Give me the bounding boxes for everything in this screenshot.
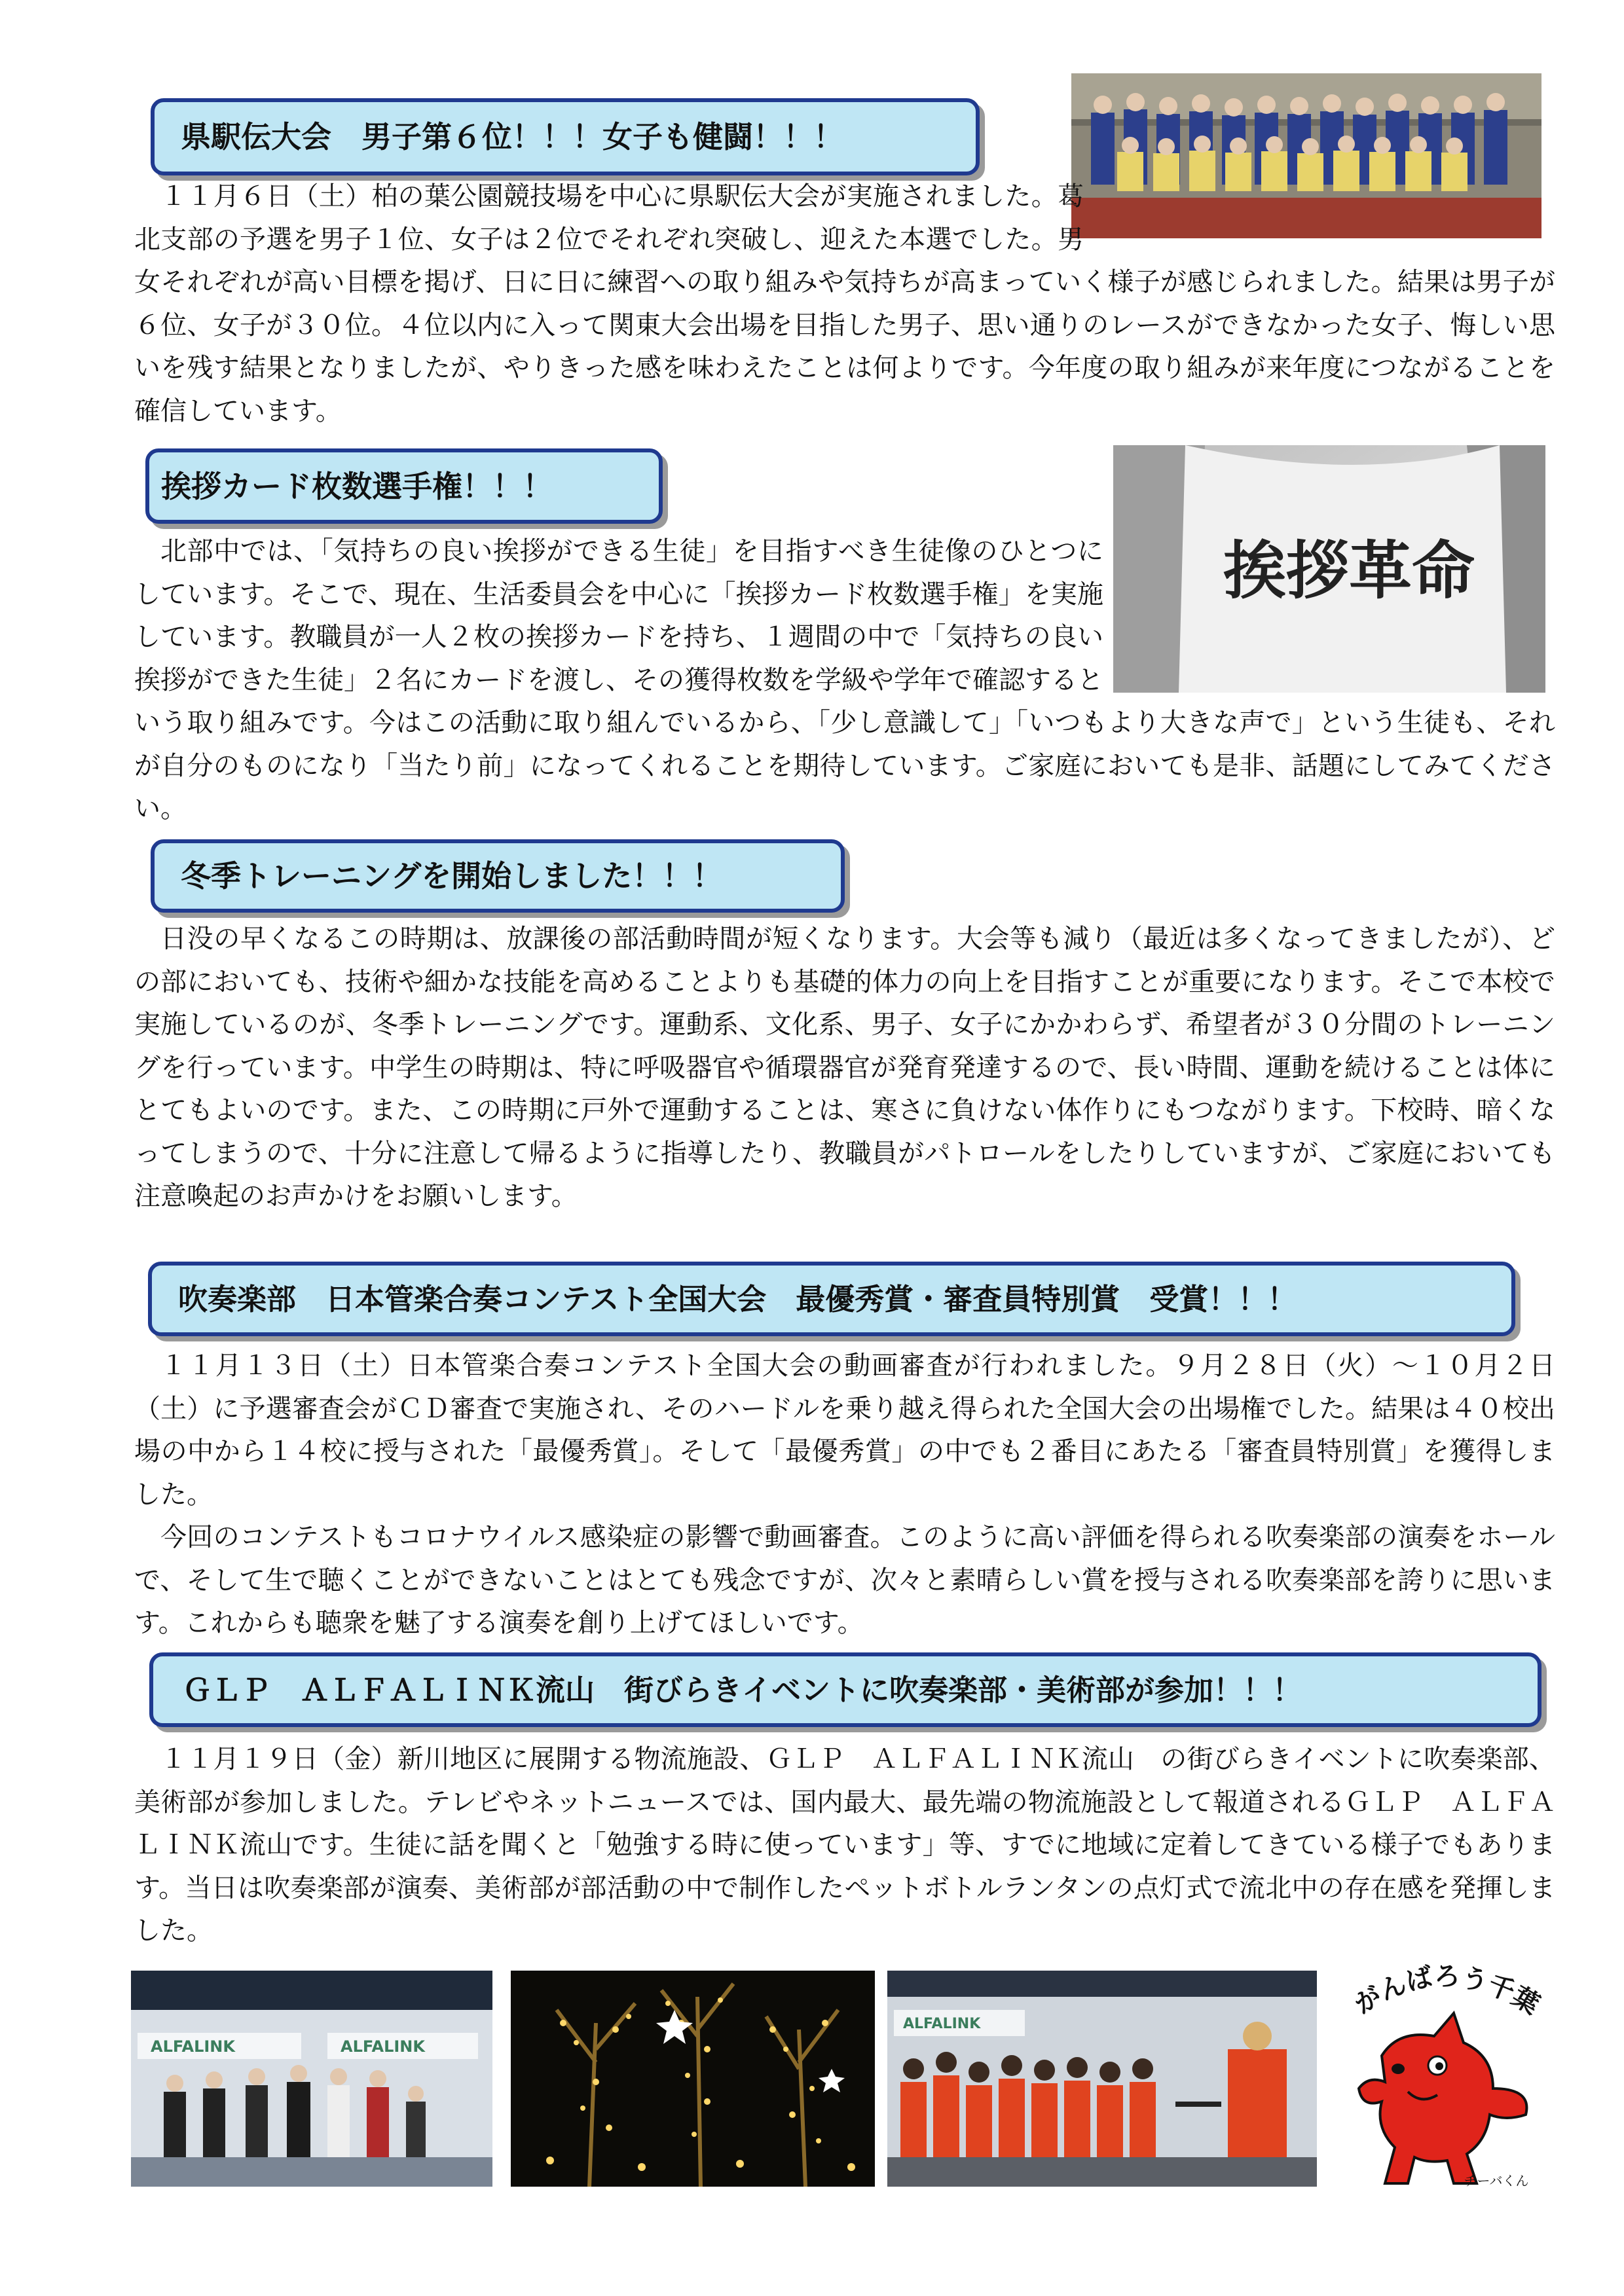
float-spacer	[1084, 175, 1555, 247]
float-spacer	[1103, 530, 1555, 702]
text-brass-band	[134, 1345, 1555, 1645]
paragraph-winter-training: 日没の早くなるこの時期は、放課後の部活動時間が短くなります。大会等も減り（最近は多くなってきましたが）、どの部においても、技術や細かな技能を高めることよりも基礎的体力の向上を目指すことが重要になります。そこで本校で実施しているのが、冬季トレーニングです。運動系、文化系、男子、女子にかかわらず、希望者が３０分間のトレーニングを行っています。中学生の時期は、特に呼吸器官や循環器官が発育発達するので、長い時間、運動を続けることは体にとてもよいのです。また、この時期に戸外で運動することは、寒さに負けない体作りにもつながります。下校時、暗くなってしまうので、十分に注意して帰るように指導したり、教職員がパトロールをしたりしていますが、ご家庭においても注意喚起のお声かけをお願いします。	[134, 924, 1555, 1211]
mascot-slogan: がんばろう千葉	[1349, 1961, 1545, 2021]
photo-lanterns	[511, 1971, 875, 2187]
text-glp-event	[134, 1738, 1555, 1953]
photo-brass-performance	[887, 1971, 1317, 2187]
logo-text-right: ALFALINK	[341, 2037, 425, 2056]
paragraph-aisatsu	[134, 530, 1555, 831]
paragraph-aisatsu-text: 北部中では、「気持ちの良い挨拶ができる生徒」を目指すべき生徒像のひとつにしています。そこで、現在、生活委員会を中心に「挨拶カード枚数選手権」を実施しています。教職員が一人２枚の挨拶カードを持ち、１週間の中で「気持ちの良い挨拶ができた生徒」２名にカードを渡し、その獲得枚数を学級や学年で確認するという取り組みです。今はこの活動に取り組んでいるから、「少し意識して」「いつもより大きな声で」という生徒も、それが自分のものになり「当たり前」になってくれることを期待しています。ご家庭においても是非、話題にしてみてください。	[134, 536, 1555, 824]
paragraph-ekiden	[134, 175, 1555, 433]
heading-aisatsu: 挨拶カード枚数選手権！！！	[145, 448, 663, 524]
paragraph-brass-band-1: １１月１３日（土）日本管楽合奏コンテスト全国大会の動画審査が行われました。９月２８日（火）～１０月２日（土）に予選審査会がＣＤ審査で実施され、そのハードルを乗り越え得られた全国大会の出場権でした。結果は４０校出場の中から１４校に授与された「最優秀賞」。そして「最優秀賞」の中でも２番目にあたる「審査員特別賞」を獲得しました。	[134, 1351, 1555, 1510]
photo-ceremony	[131, 1971, 492, 2187]
mascot-name: チーバくん	[1464, 2173, 1529, 2189]
paragraph-ekiden-text: １１月６日（土）柏の葉公園競技場を中心に県駅伝大会が実施されました。葛北支部の予選を男子１位、女子は２位でそれぞれ突破し、迎えた本選でした。男女それぞれが高い目標を掲げ、日に日に練習への取り組みや気持ちが高まっていく様子が感じられました。結果は男子が６位、女子が３０位。４位以内に入って関東大会出場を目指した男子、思い通りのレースができなかった女子、悔しい思いを残す結果となりましたが、やりきった感を味わえたことは何よりです。今年度の取り組みが来年度につながることを確信しています。	[134, 181, 1555, 426]
paragraph-glp-event: １１月１９日（金）新川地区に展開する物流施設、ＧＬＰ ＡＬＦＡＬＩＮＫ流山 の街びらきイベントに吹奏楽部、美術部が参加しました。テレビやネットニュースでは、国内最大、最先端の物流施設として報道されるＧＬＰ ＡＬＦＡＬＩＮＫ流山です。生徒に話を聞くと「勉強する時に使っています」等、すでに地域に定着してきている様子でもあります。当日は吹奏楽部が演奏、美術部が部活動の中で制作したペットボトルランタンの点灯式で流北中の存在感を発揮しました。	[134, 1744, 1555, 1946]
text-ekiden	[134, 175, 1555, 433]
paragraph-brass-band-2: 今回のコンテストもコロナウイルス感染症の影響で動画審査。このように高い評価を得られる吹奏楽部の演奏をホールで、そして生で聴くことができないことはとても残念ですが、次々と素晴らしい賞を授与される吹奏楽部を誇りに思います。これからも聴衆を魅了する演奏を創り上げてほしいです。	[134, 1522, 1555, 1638]
heading-winter-training: 冬季トレーニングを開始しました！！！	[151, 839, 845, 913]
sign-text: 挨拶革命	[1223, 534, 1475, 608]
mascot-chiiba-kun	[1336, 1958, 1552, 2200]
heading-ekiden: 県駅伝大会 男子第６位！！！女子も健闘！！！	[151, 98, 980, 175]
text-aisatsu	[134, 530, 1555, 831]
text-winter-training	[134, 918, 1555, 1218]
logo-text-stage: ALFALINK	[903, 2016, 981, 2032]
heading-glp-event: ＧＬＰ ＡＬＦＡＬＩＮＫ流山 街びらきイベントに吹奏楽部・美術部が参加！！！	[149, 1652, 1541, 1727]
logo-text-left: ALFALINK	[151, 2037, 235, 2056]
heading-brass-band: 吹奏楽部 日本管楽合奏コンテスト全国大会 最優秀賞・審査員特別賞 受賞！！！	[148, 1262, 1515, 1336]
